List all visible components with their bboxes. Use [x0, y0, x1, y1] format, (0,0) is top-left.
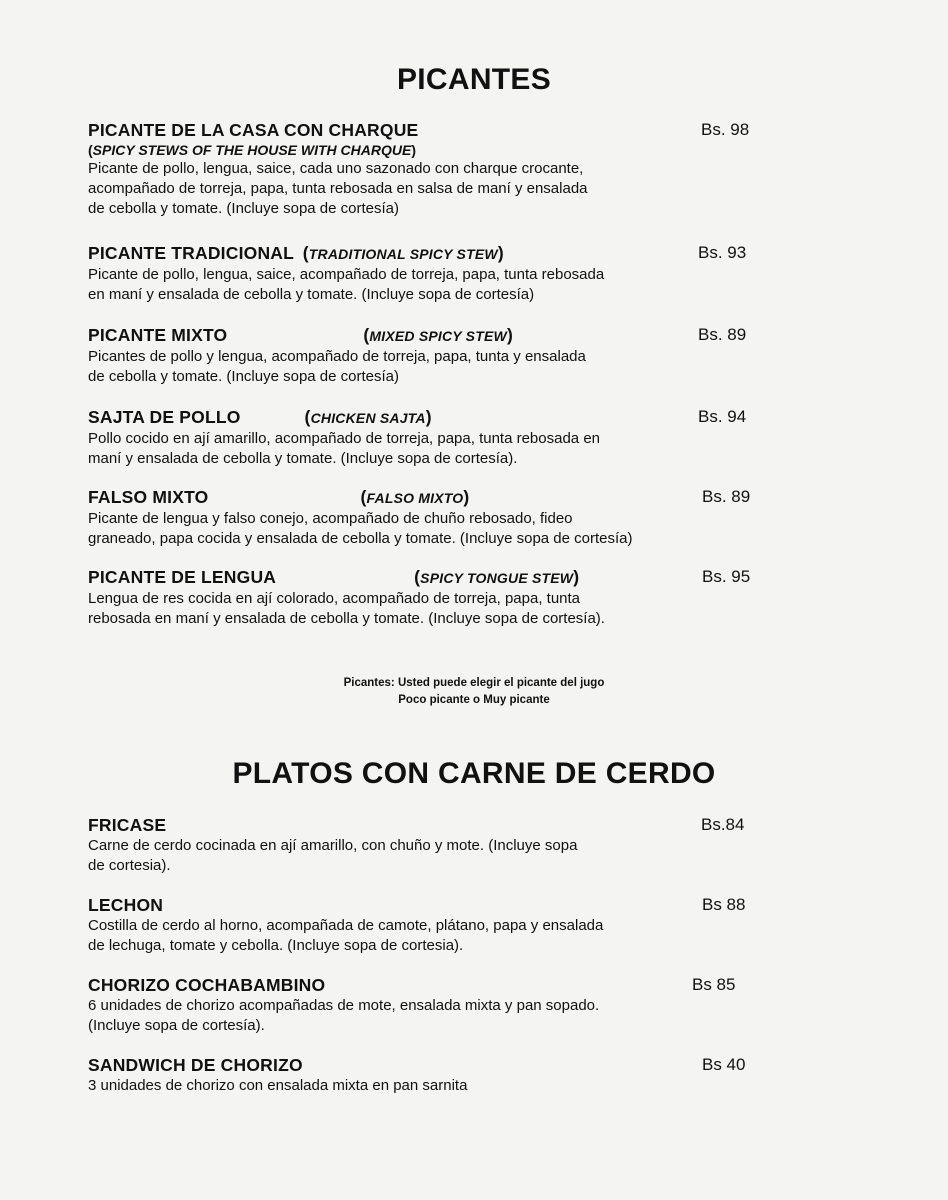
item-english: (SPICY STEWS OF THE HOUSE WITH CHARQUE) [88, 142, 416, 158]
item-name: FRICASE [88, 815, 167, 835]
item-name: SAJTA DE POLLO (CHICKEN SAJTA) [88, 407, 432, 427]
item-description: Pollo cocido en ají amarillo, acompañado de torreja, papa, tunta rebosada en maní y ensalada de cebolla y tomate. (Incluye sopa de cortesía). [88, 430, 600, 467]
menu-item-picante-casa [88, 119, 768, 219]
item-description: Carne de cerdo cocinada en ají amarillo, con chuño y mote. (Incluye sopa de cortesia). [88, 837, 578, 874]
item-price: Bs. 89 [698, 325, 747, 344]
item-price: Bs. 93 [698, 243, 747, 262]
section-title-cerdo: PLATOS CON CARNE DE CERDO [232, 757, 716, 790]
item-description: Picante de pollo, lengua, saice, acompañado de torreja, papa, tunta rebosada en maní y ensalada de cebolla y tomate. (Incluye sopa de cortesía) [88, 266, 605, 303]
item-description: Lengua de res cocida en ají colorado, acompañado de torreja, papa, tunta rebosada en maní y ensalada de cebolla y tomate. (Incluye sopa de cortesía). [88, 590, 605, 627]
menu-item-chorizo-cochabambino [88, 974, 768, 1036]
item-price: Bs.84 [701, 815, 745, 834]
item-description: Picantes de pollo y lengua, acompañado de torreja, papa, tunta y ensalada de cebolla y tomate. (Incluye sopa de cortesía) [88, 348, 586, 385]
item-description: Picante de pollo, lengua, saice, cada uno sazonado con charque crocante, acompañado de torreja, papa, tunta rebosada en salsa de maní y ensalada de cebolla y tomate. (Incluye sopa de cortesía) [88, 160, 588, 217]
item-description: 6 unidades de chorizo acompañadas de mote, ensalada mixta y pan sopado. (Incluye sopa de cortesía). [88, 997, 600, 1034]
item-price: Bs 40 [702, 1055, 746, 1074]
item-price: Bs. 94 [698, 407, 747, 426]
item-name: FALSO MIXTO (FALSO MIXTO) [88, 487, 470, 507]
item-description: Costilla de cerdo al horno, acompañada de camote, plátano, papa y ensalada de lechuga, tomate y cebolla. (Incluye sopa de cortesia). [88, 917, 604, 954]
menu-item-fricase [88, 814, 768, 876]
item-price: Bs. 98 [701, 120, 750, 139]
item-name: PICANTE MIXTO (MIXED SPICY STEW) [88, 325, 513, 345]
item-name: PICANTE DE LENGUA (SPICY TONGUE STEW) [88, 567, 580, 587]
item-price: Bs. 95 [702, 567, 751, 586]
item-description: 3 unidades de chorizo con ensalada mixta en pan sarnita [88, 1077, 468, 1094]
section-title-picantes: PICANTES [396, 63, 552, 96]
menu-item-picante-mixto [88, 324, 768, 387]
menu-item-sandwich-chorizo [88, 1054, 768, 1096]
menu-item-picante-tradicional [88, 242, 768, 305]
menu-item-lechon [88, 894, 768, 956]
item-price: Bs. 89 [702, 487, 751, 506]
item-name: SANDWICH DE CHORIZO [88, 1055, 303, 1075]
picantes-note: Picantes: Usted puede elegir el picante del jugo Poco picante o Muy picante [343, 677, 605, 706]
menu-item-sajta-pollo [88, 406, 768, 469]
item-price: Bs 85 [692, 975, 736, 994]
item-name: PICANTE TRADICIONAL (TRADITIONAL SPICY STEW) [88, 243, 504, 263]
item-price: Bs 88 [702, 895, 746, 914]
menu-item-picante-lengua [88, 566, 768, 629]
item-name: CHORIZO COCHABAMBINO [88, 975, 326, 995]
menu-item-falso-mixto [88, 486, 768, 549]
item-name: LECHON [88, 895, 164, 915]
item-description: Picante de lengua y falso conejo, acompañado de chuño rebosado, fideo graneado, papa cocida y ensalada de cebolla y tomate. (Incluye sopa de cortesía) [88, 510, 633, 547]
item-name: PICANTE DE LA CASA CON CHARQUE [88, 120, 419, 140]
